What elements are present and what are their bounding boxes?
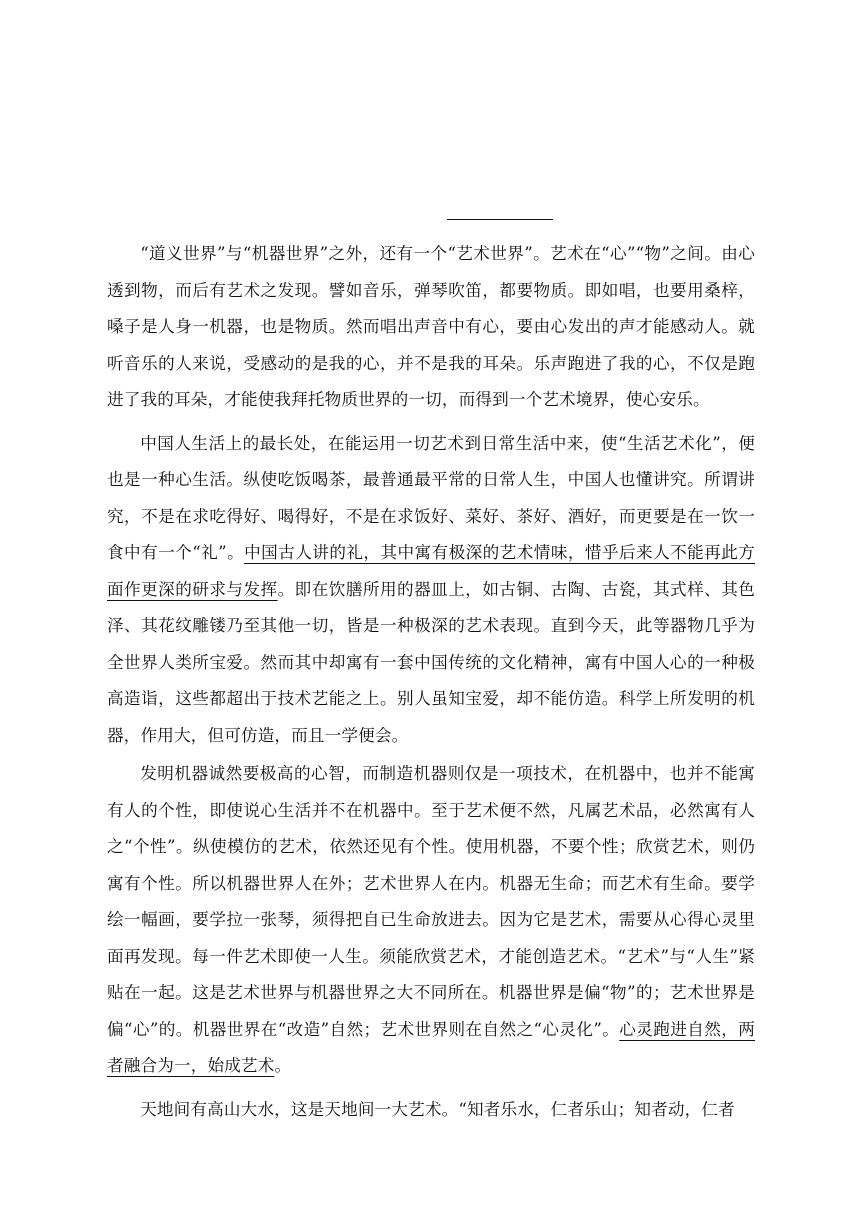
paragraph-2	[107, 426, 755, 755]
text-segment: 。	[274, 1056, 292, 1075]
text-segment: 。即在饮膳所用的器皿上，如古铜、古陶、古瓷，其式样、其色泽、其花纹雕镂乃至其他一切，皆是一种极深的艺术表现。直到今天，此等器物几乎为全世界人类所宝爱。然而其中却寓有一套中国传统的文化精神，寓有中国人心的一种极高造诣，这些都超出于技术艺能之上。别人虽知宝爱，却不能仿造。科学上所发明的机器，作用大，但可仿造，而且一学便会。	[107, 579, 755, 745]
paragraph-1	[107, 236, 755, 419]
text-segment: 天地间有高山大水，这是天地间一大艺术。“知者乐水，仁者乐山；知者动，仁者	[140, 1099, 735, 1119]
paragraph-4	[107, 1092, 755, 1129]
text-segment: 发明机器诚然要极高的心智，而制造机器则仅是一项技术，在机器中，也并不能寓有人的个性，即使说心生活并不在机器中。至于艺术便不然，凡属艺术品，必然寓有人之“个性”。纵使模仿的艺术，依然还见有个性。使用机器，不要个性；欣赏艺术，则仍寓有个性。所以机器世界人在外；艺术世界人在内。机器无生命；而艺术有生命。要学绘一幅画，要学拉一张琴，须得把自已生命放进去。因为它是艺术，需要从心得心灵里面再发现。每一件艺术即使一人生。须能欣赏艺术，才能创造艺术。“艺术”与“人生”紧贴在一起。这是艺术世界与机器世界之大不同所在。机器世界是偏“物”的；艺术世界是偏“心”的。机器世界在“改造”自然；艺术世界则在自然之“心灵化”。	[107, 764, 755, 1039]
text-segment: 中国人生活上的最长处，在能运用一切艺术到日常生活中来，使“生活艺术化”，便也是一种心生活。纵使吃饭喝茶，最普通最平常的日常人生，中国人也懂讲究。所谓讲究，不是在求吃得好、喝得好，不是在求饭好、菜好、茶好、酒好，而更要是在一饮一食中有一个“礼”。	[107, 433, 755, 562]
underlined-sentence: 心灵跑进自然，两者融合为一，始成艺术	[107, 1019, 755, 1075]
article-body	[107, 236, 755, 1128]
paragraph-3	[107, 756, 755, 1085]
underlined-sentence: 中国古人讲的礼，其中寓有极深的艺术情味，惜乎后来人不能再此方面作更深的研求与发挥	[107, 543, 756, 599]
title-blank-line	[447, 219, 553, 220]
text-segment: “道义世界”与“机器世界”之外，还有一个“艺术世界”。艺术在“心”“物”之间。由心透到物，而后有艺术之发现。譬如音乐，弹琴吹笛，都要物质。即如唱，也要用桑梓，嗓子是人身一机器，也是物质。然而唱出声音中有心，要由心发出的声才能感动人。就听音乐的人来说，受感动的是我的心，并不是我的耳朵。乐声跑进了我的心，不仅是跑进了我的耳朵，才能使我拜托物质世界的一切，而得到一个艺术境界，使心安乐。	[107, 244, 755, 409]
